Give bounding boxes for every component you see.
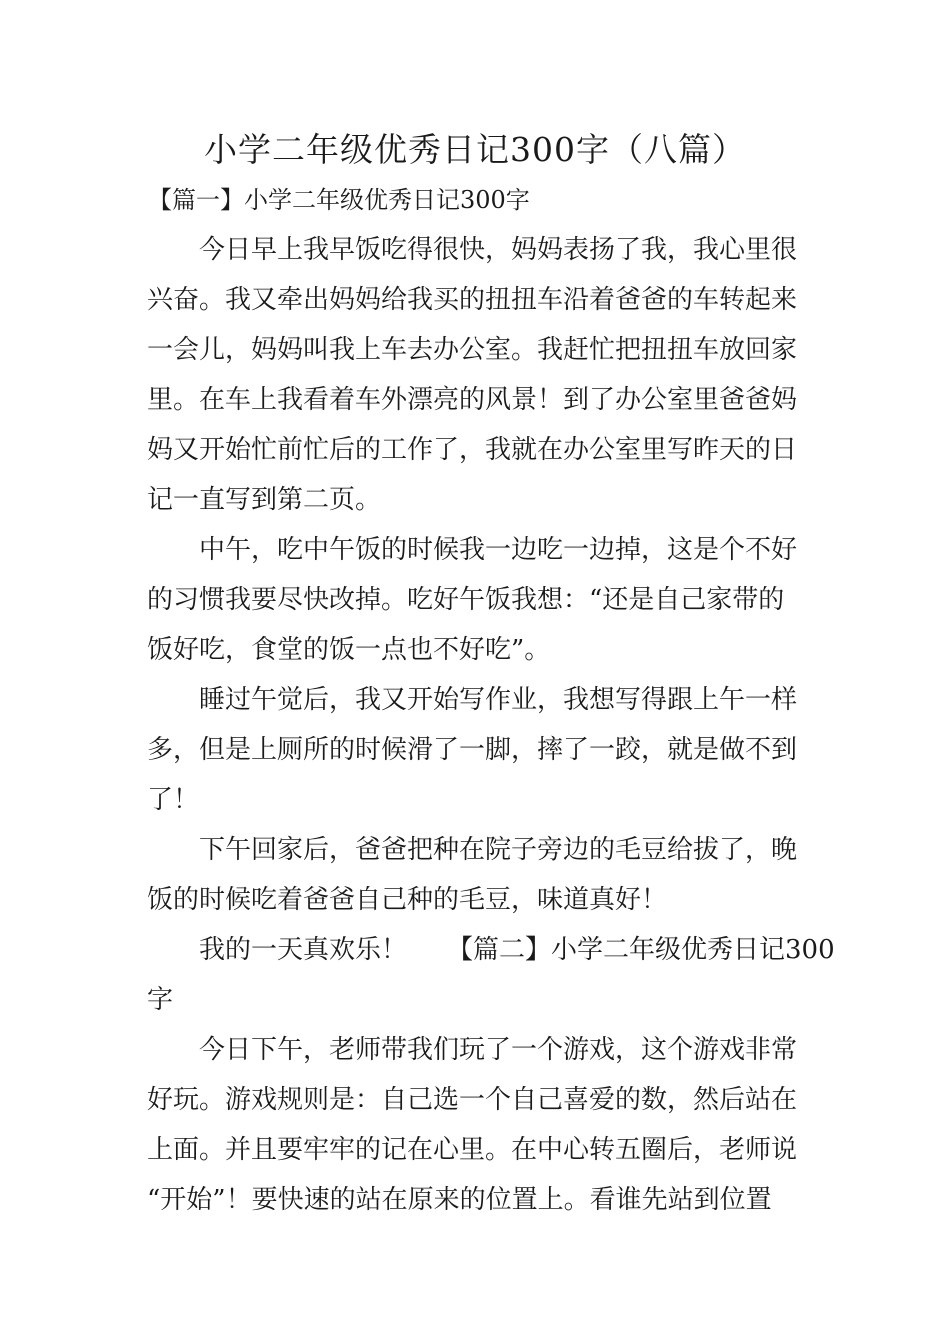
paragraph-6 — [147, 1025, 807, 1225]
paragraph-5 — [147, 925, 835, 1025]
text-line: 上面。并且要牢牢的记在心里。在中心转五圈后，老师说 — [147, 1135, 798, 1165]
text-line: 今日下午，老师带我们玩了一个游戏，这个游戏非常 — [199, 1035, 798, 1065]
text-line: 好玩。游戏规则是：自己选一个自己喜爱的数，然后站在 — [147, 1085, 798, 1115]
document-body — [147, 225, 835, 1225]
text-line: 兴奋。我又牵出妈妈给我买的扭扭车沿着爸爸的车转起来 — [147, 285, 798, 315]
text-line — [147, 925, 835, 975]
text-line: 今日早上我早饭吃得很快，妈妈表扬了我，我心里很 — [199, 235, 798, 265]
paragraph-4 — [147, 825, 807, 925]
text-line: 睡过午觉后，我又开始写作业，我想写得跟上午一样 — [199, 685, 798, 715]
section-heading-2-continuation: 字 — [147, 985, 174, 1015]
closing-line: 我的一天真欢乐！ — [199, 935, 408, 965]
text-line: “开始”！要快速的站在原来的位置上。看谁先站到位置 — [147, 1185, 772, 1215]
paragraph-2 — [147, 525, 807, 675]
paragraph-1 — [147, 225, 807, 525]
paragraph-3 — [147, 675, 807, 825]
text-line: 了！ — [147, 785, 200, 815]
text-line: 多，但是上厕所的时候滑了一脚，摔了一跤，就是做不到 — [147, 735, 798, 765]
text-line: 下午回家后，爸爸把种在院子旁边的毛豆给拔了，晚 — [199, 835, 798, 865]
text-line: 里。在车上我看着车外漂亮的风景！到了办公室里爸爸妈 — [147, 385, 798, 415]
section-heading-2: 【篇二】小学二年级优秀日记300 — [447, 935, 835, 965]
text-line: 一会儿，妈妈叫我上车去办公室。我赶忙把扭扭车放回家 — [147, 335, 798, 365]
text-line: 饭的时候吃着爸爸自己种的毛豆，味道真好！ — [147, 885, 668, 915]
text-line: 记一直写到第二页。 — [147, 485, 382, 515]
text-line: 妈又开始忙前忙后的工作了，我就在办公室里写昨天的日 — [147, 435, 798, 465]
text-line: 饭好吃，食堂的饭一点也不好吃”。 — [147, 635, 551, 665]
document-title: 小学二年级优秀日记300字（八篇） — [204, 130, 746, 169]
text-line: 的习惯我要尽快改掉。吃好午饭我想：“还是自己家带的 — [147, 585, 785, 615]
text-line: 中午，吃中午饭的时候我一边吃一边掉，这是个不好 — [199, 535, 798, 565]
section-heading-1: 【篇一】小学二年级优秀日记300字 — [148, 186, 530, 214]
